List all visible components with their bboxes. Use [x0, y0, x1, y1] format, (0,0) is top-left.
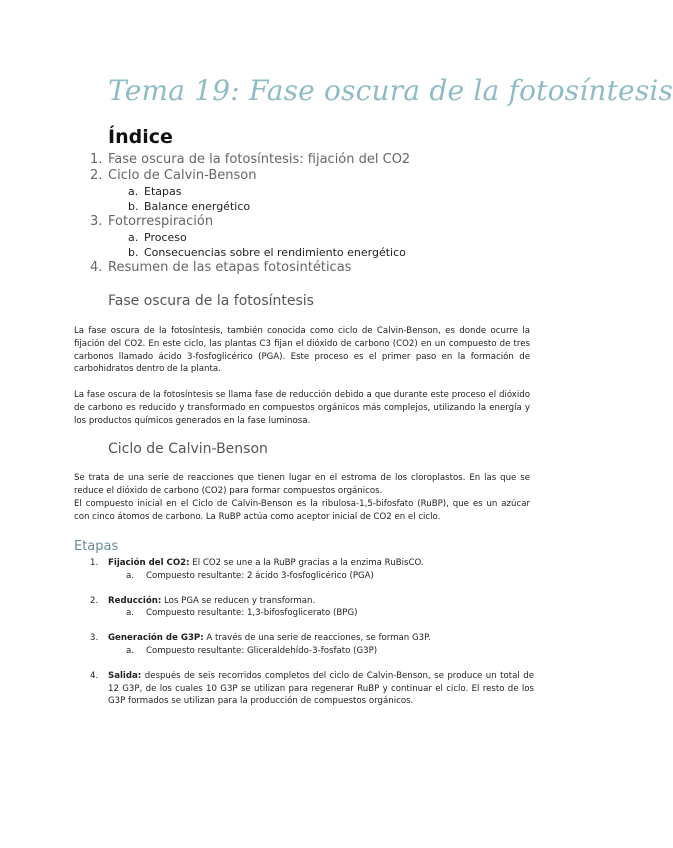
- toc-sublabel: Etapas: [144, 185, 182, 198]
- step-number: 1.: [90, 558, 99, 568]
- toc-sublabel: Consecuencias sobre el rendimiento energético: [144, 246, 406, 259]
- steps-list: [74, 557, 534, 708]
- toc-subnumber: a.: [128, 185, 139, 198]
- toc-label: Fase oscura de la fotosíntesis: fijación del CO2: [108, 152, 411, 167]
- step-text: A través de una serie de reacciones, se forman G3P.: [203, 633, 431, 644]
- step-label: Salida:: [108, 670, 142, 681]
- step-subtext: Compuesto resultante: 1,3-bifosfoglicerato (BPG): [146, 608, 358, 619]
- toc-number: 1.: [90, 152, 103, 167]
- list-item: [74, 595, 534, 621]
- toc-subnumber: a.: [128, 231, 139, 244]
- list-item: [74, 670, 534, 708]
- step-subnumber: a.: [126, 608, 134, 619]
- step-text: después de seis recorridos completos del ciclo de Calvin-Benson, se produce un total de 12 G3P, de los cuales 10 G3P se utilizan para regenerar RuBP y continuar el ciclo. El resto de los G3P formados se utilizan para la producción de compuestos orgánicos.: [108, 670, 534, 707]
- step-text: Los PGA se reducen y transforman.: [161, 595, 316, 606]
- paragraph: La fase oscura de la fotosíntesis, también conocida como ciclo de Calvin-Benson, es donde ocurre la fijación del CO2. En este ciclo, las plantas C3 fijan el dióxido de carbono (CO2) en un compuesto de tres carbonos llamado ácido 3-fosfoglicérico (PGA). Este proceso es el primer paso en la formación de carbohidratos dentro de la planta.: [74, 326, 530, 375]
- toc-item[interactable]: [90, 152, 550, 168]
- toc-sublabel: Proceso: [144, 231, 187, 244]
- index-heading: Índice: [108, 126, 173, 148]
- step-label: Reducción:: [108, 595, 162, 606]
- paragraph: La fase oscura de la fotosíntesis se llama fase de reducción debido a que durante este proceso el dióxido de carbono es reducido y transformado en compuestos orgánicos más complejos, utilizando la energía y los productos químicos generados en la fase luminosa.: [74, 390, 530, 426]
- list-item: [74, 557, 534, 583]
- toc-item[interactable]: [90, 168, 550, 184]
- toc-label: Fotorrespiración: [108, 214, 214, 229]
- toc-label: Ciclo de Calvin-Benson: [108, 168, 257, 183]
- section-heading: Ciclo de Calvin-Benson: [108, 441, 268, 457]
- toc-number: 4.: [90, 260, 103, 275]
- table-of-contents: [90, 152, 550, 276]
- toc-item[interactable]: [90, 260, 550, 276]
- section-heading: Fase oscura de la fotosíntesis: [108, 293, 314, 309]
- toc-subitem[interactable]: [90, 199, 550, 214]
- toc-item[interactable]: [90, 214, 550, 230]
- step-subtext: Compuesto resultante: Gliceraldehído-3-fosfato (G3P): [146, 645, 378, 656]
- toc-label: Resumen de las etapas fotosintéticas: [108, 260, 352, 275]
- subsection-heading: Etapas: [74, 539, 119, 554]
- toc-subitem[interactable]: [90, 184, 550, 199]
- step-subnumber: a.: [126, 645, 134, 656]
- step-text: El CO2 se une a la RuBP gracias a la enzima RuBisCO.: [189, 558, 424, 568]
- list-item: [74, 632, 534, 658]
- page-title: Tema 19: Fase oscura de la fotosíntesis: [108, 74, 673, 107]
- step-subtext: Compuesto resultante: 2 ácido 3-fosfoglicérico (PGA): [146, 570, 374, 581]
- toc-subitem[interactable]: [90, 230, 550, 245]
- step-subnumber: a.: [126, 570, 134, 581]
- paragraph: Se trata de una serie de reacciones que tienen lugar en el estroma de los cloroplastos. En las que se reduce el dióxido de carbono (CO2) para formar compuestos orgánicos.: [74, 473, 530, 496]
- toc-subnumber: b.: [128, 246, 139, 259]
- step-number: 4.: [90, 670, 99, 681]
- toc-sublabel: Balance energético: [144, 200, 251, 213]
- toc-subitem[interactable]: [90, 245, 550, 260]
- step-label: Fijación del CO2:: [108, 558, 190, 568]
- step-number: 3.: [90, 633, 99, 644]
- paragraph: El compuesto inicial en el Ciclo de Calvin-Benson es la ribulosa-1,5-bifosfato (RuBP), que es un azúcar con cinco átomos de carbono. La RuBP actúa como aceptor inicial de CO2 en el ciclo.: [74, 499, 530, 522]
- step-number: 2.: [90, 595, 99, 606]
- toc-number: 2.: [90, 168, 103, 183]
- step-label: Generación de G3P:: [108, 633, 204, 644]
- toc-subnumber: b.: [128, 200, 139, 213]
- toc-number: 3.: [90, 214, 103, 229]
